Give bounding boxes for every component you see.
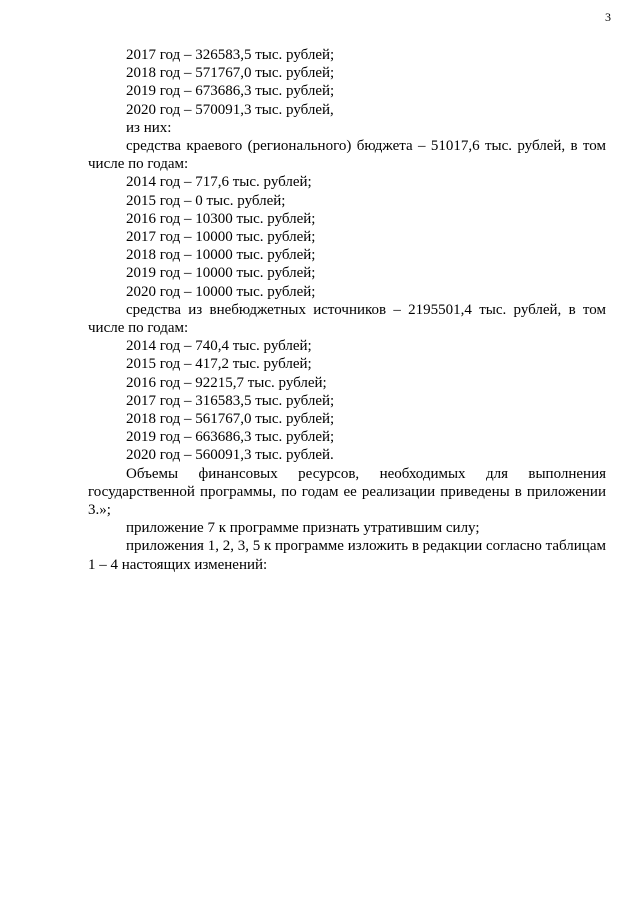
document-body [88, 46, 606, 574]
regional-line-2014: 2014 год – 717,6 тыс. рублей; [126, 174, 312, 191]
financial-resources-paragraph: Объемы финансовых ресурсов, необходимых для выполнения государственной программы, по годам ее реализации приведены в приложении 3.»; [88, 465, 606, 519]
regional-line-2019: 2019 год – 10000 тыс. рублей; [126, 265, 316, 282]
funding-line-2020: 2020 год – 570091,3 тыс. рублей, [126, 101, 334, 118]
funding-line-2018: 2018 год – 571767,0 тыс. рублей; [126, 65, 335, 82]
appendices-redaction-paragraph: приложения 1, 2, 3, 5 к программе изложить в редакции согласно таблицам 1 – 4 настоящих изменений: [88, 538, 606, 573]
regional-line-2020: 2020 год – 10000 тыс. рублей; [126, 283, 316, 300]
extrabudgetary-line-2015: 2015 год – 417,2 тыс. рублей; [126, 356, 312, 373]
regional-line-2017: 2017 год – 10000 тыс. рублей; [126, 229, 316, 246]
extrabudgetary-line-2016: 2016 год – 92215,7 тыс. рублей; [126, 374, 327, 391]
extrabudgetary-line-2020: 2020 год – 560091,3 тыс. рублей. [126, 447, 334, 464]
funding-line-2017: 2017 год – 326583,5 тыс. рублей; [126, 47, 335, 63]
regional-line-2018: 2018 год – 10000 тыс. рублей; [126, 247, 316, 264]
funding-line-2019: 2019 год – 673686,3 тыс. рублей; [126, 83, 335, 100]
extrabudgetary-line-2017: 2017 год – 316583,5 тыс. рублей; [126, 392, 335, 409]
extrabudgetary-line-2018: 2018 год – 561767,0 тыс. рублей; [126, 411, 335, 428]
page-number: 3 [605, 10, 611, 24]
appendix-7-paragraph: приложение 7 к программе признать утратившим силу; [126, 520, 480, 537]
regional-line-2016: 2016 год – 10300 тыс. рублей; [126, 210, 316, 227]
regional-line-2015: 2015 год – 0 тыс. рублей; [126, 192, 286, 209]
extrabudgetary-paragraph: средства из внебюджетных источников – 2195501,4 тыс. рублей, в том числе по годам: [88, 301, 606, 337]
of-which-label: из них: [126, 119, 172, 136]
regional-budget-paragraph: средства краевого (регионального) бюджета – 51017,6 тыс. рублей, в том числе по годам: [88, 138, 606, 173]
extrabudgetary-line-2014: 2014 год – 740,4 тыс. рублей; [126, 338, 312, 355]
extrabudgetary-line-2019: 2019 год – 663686,3 тыс. рублей; [126, 429, 335, 446]
